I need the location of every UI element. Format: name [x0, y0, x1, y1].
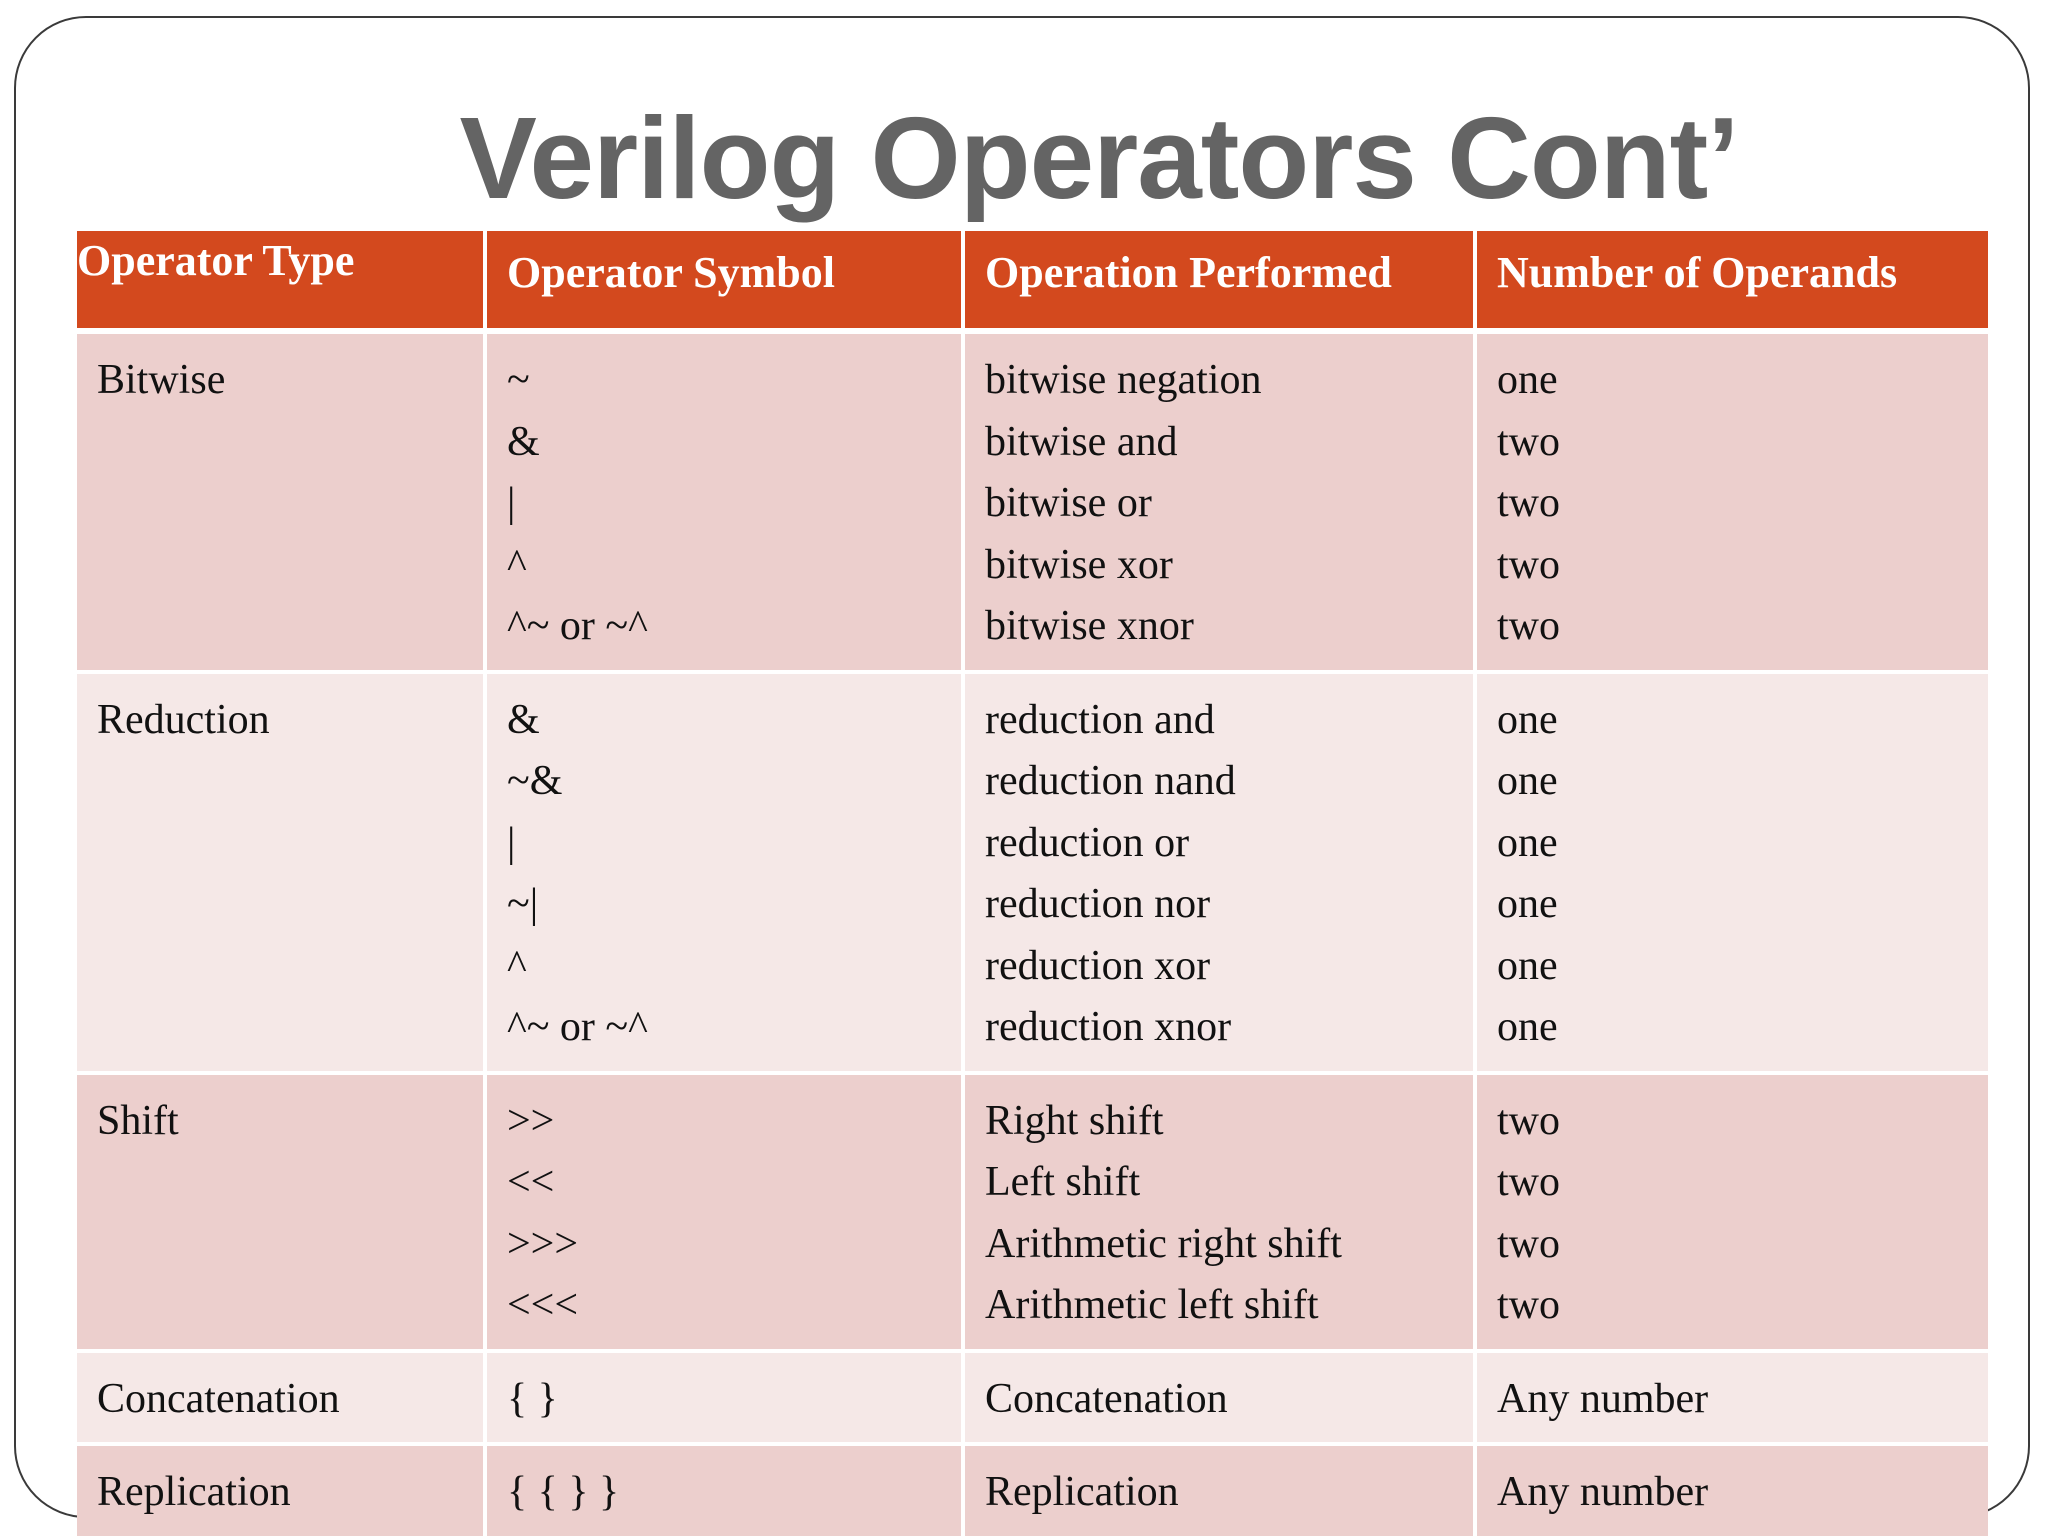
symbol-text: | — [507, 480, 516, 526]
header-operator-type: Operator Type — [77, 231, 485, 331]
header-operation-performed: Operation Performed — [963, 231, 1475, 331]
operator-symbol-cell — [485, 1073, 963, 1351]
header-number-of-operands: Number of Operands — [1475, 231, 1988, 331]
symbol-text: ^ — [507, 942, 527, 989]
symbol-text: >>> — [507, 1220, 579, 1267]
operation-text: Arithmetic left shift — [985, 1282, 1319, 1328]
operands-text: one — [1497, 758, 1558, 804]
operands-text: one — [1497, 1004, 1558, 1050]
operator-type-cell: Bitwise — [77, 331, 485, 672]
symbol-text: ~ — [507, 357, 530, 403]
number-of-operands-cell — [1475, 1444, 1988, 1538]
operands-text: two — [1497, 480, 1560, 526]
operands-text: Any number — [1497, 1469, 1709, 1515]
table-row — [77, 331, 1988, 672]
symbol-text: << — [507, 1159, 555, 1205]
operands-text: two — [1497, 1159, 1560, 1205]
operator-symbol-cell — [485, 672, 963, 1073]
symbol-text: <<< — [507, 1282, 579, 1328]
operands-text: one — [1497, 942, 1558, 989]
operator-type-cell: Reduction — [77, 672, 485, 1073]
operation-text: reduction nor — [985, 881, 1211, 927]
table-row — [77, 1444, 1988, 1538]
operation-text: Arithmetic right shift — [985, 1220, 1342, 1267]
operator-symbol-cell — [485, 1444, 963, 1538]
table-row — [77, 672, 1988, 1073]
operands-text: one — [1497, 357, 1558, 403]
symbol-text: ^ — [507, 541, 527, 588]
slide-title: Verilog Operators Cont’ — [459, 93, 1739, 223]
operation-text: bitwise xnor — [985, 603, 1194, 649]
number-of-operands-cell — [1475, 1351, 1988, 1445]
operation-performed-cell — [963, 672, 1475, 1073]
operation-text: Concatenation — [985, 1375, 1228, 1422]
symbol-text: ~| — [507, 881, 539, 927]
table-header-row — [77, 231, 1988, 331]
operands-text: two — [1497, 418, 1560, 465]
operands-text: two — [1497, 603, 1560, 649]
number-of-operands-cell — [1475, 672, 1988, 1073]
operation-text: bitwise xor — [985, 541, 1173, 588]
operator-type-cell: Shift — [77, 1073, 485, 1351]
operator-type-cell: Concatenation — [77, 1351, 485, 1445]
operators-table — [77, 231, 1988, 1540]
header-operator-symbol: Operator Symbol — [485, 231, 963, 331]
operands-text: Any number — [1497, 1375, 1709, 1422]
operands-text: one — [1497, 696, 1558, 743]
operands-text: one — [1497, 881, 1558, 927]
symbol-text: | — [507, 819, 516, 866]
operands-text: two — [1497, 541, 1560, 588]
operation-performed-cell — [963, 331, 1475, 672]
symbol-text: & — [507, 418, 540, 465]
operands-text: two — [1497, 1220, 1560, 1267]
number-of-operands-cell — [1475, 1073, 1988, 1351]
symbol-text: >> — [507, 1097, 555, 1144]
table-row — [77, 1351, 1988, 1445]
operation-performed-cell — [963, 1444, 1475, 1538]
operation-text: reduction and — [985, 696, 1215, 743]
symbol-text: ^~ or ~^ — [507, 1004, 648, 1050]
operation-text: reduction xnor — [985, 1004, 1232, 1050]
operation-text: Left shift — [985, 1159, 1141, 1205]
operation-performed-cell — [963, 1073, 1475, 1351]
operation-text: reduction xor — [985, 942, 1211, 989]
operation-text: reduction or — [985, 819, 1190, 866]
operation-text: Right shift — [985, 1097, 1164, 1144]
table-row — [77, 1073, 1988, 1351]
operands-text: two — [1497, 1097, 1560, 1144]
operator-type-cell: Replication — [77, 1444, 485, 1538]
symbol-text: & — [507, 696, 540, 743]
operation-text: reduction nand — [985, 758, 1236, 804]
symbol-text: ~& — [507, 758, 563, 804]
number-of-operands-cell — [1475, 331, 1988, 672]
operator-symbol-cell — [485, 331, 963, 672]
operation-performed-cell — [963, 1351, 1475, 1445]
operator-symbol-cell — [485, 1351, 963, 1445]
operation-text: bitwise negation — [985, 357, 1262, 403]
operation-text: Replication — [985, 1469, 1179, 1515]
operands-text: one — [1497, 819, 1558, 866]
symbol-text: { { } } — [507, 1469, 620, 1515]
operation-text: bitwise and — [985, 418, 1178, 465]
symbol-text: ^~ or ~^ — [507, 603, 648, 649]
operands-text: two — [1497, 1282, 1560, 1328]
operation-text: bitwise or — [985, 480, 1152, 526]
symbol-text: { } — [507, 1375, 558, 1422]
